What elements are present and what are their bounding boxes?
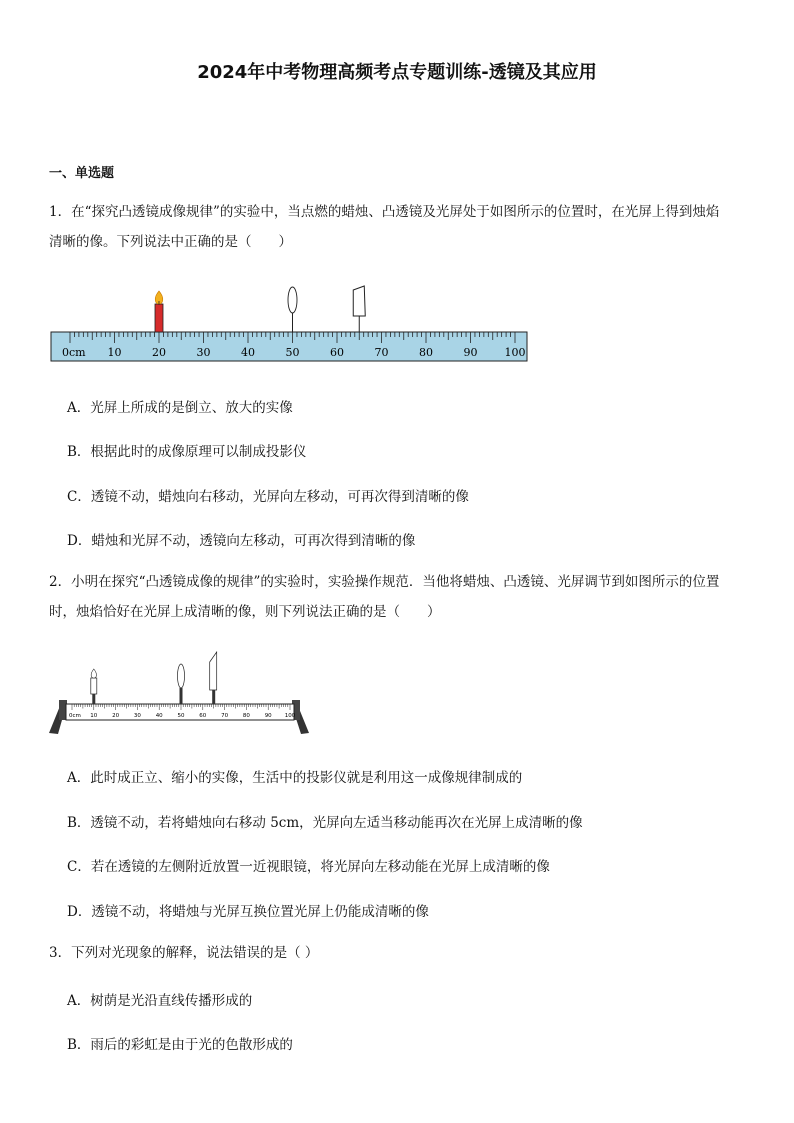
ruler-tick-label: 30 — [133, 713, 141, 719]
ruler-tick-label: 100 — [504, 346, 526, 359]
ruler-tick-label: 10 — [107, 346, 122, 359]
lens-holder — [180, 688, 183, 704]
ruler-tick-label: 30 — [196, 346, 211, 359]
ruler-tick-label: 70 — [221, 713, 229, 719]
candle — [155, 304, 163, 332]
question-1-stem-line-1: 1．在“探究凸透镜成像规律”的实验中，当点燃的蜡烛、凸透镜及光屏处于如图所示的位置时，在光屏上得到烛焰 — [49, 204, 720, 220]
question-1-option-b[interactable]: B．根据此时的成像原理可以制成投影仪 — [67, 444, 307, 460]
question-1-option-d[interactable]: D．蜡烛和光屏不动，透镜向左移动，可再次得到清晰的像 — [67, 533, 416, 549]
screen-holder — [212, 690, 215, 704]
ruler-tick-label: 90 — [264, 713, 272, 719]
candle-holder — [92, 694, 95, 704]
convex-lens — [288, 287, 297, 313]
ruler-tick-label: 50 — [285, 346, 300, 359]
question-2-option-d[interactable]: D．透镜不动，将蜡烛与光屏互换位置光屏上仍能成清晰的像 — [67, 904, 429, 920]
question-2-option-b[interactable]: B．透镜不动，若将蜡烛向右移动 5cm，光屏向左适当移动能再次在光屏上成清晰的像 — [67, 815, 583, 831]
ruler-tick-label: 20 — [152, 346, 166, 359]
question-2-stem — [49, 567, 749, 627]
document-title: 2024年中考物理高频考点专题训练-透镜及其应用 — [197, 62, 597, 83]
question-2-stem-line-2: 时，烛焰恰好在光屏上成清晰的像，则下列说法正确的是（ ） — [49, 604, 441, 620]
question-2-option-a[interactable]: A．此时成正立、缩小的实像，生活中的投影仪就是利用这一成像规律制成的 — [67, 770, 523, 786]
candle — [91, 678, 97, 694]
ruler-tick-label: 40 — [155, 713, 163, 719]
question-1-option-a[interactable]: A．光屏上所成的是倒立、放大的实像 — [67, 400, 293, 416]
light-screen — [210, 652, 217, 690]
ruler-tick-label: 90 — [463, 346, 478, 359]
question-3-stem: 3．下列对光现象的解释，说法错误的是（ ） — [49, 945, 319, 961]
ruler-tick-label: 10 — [90, 713, 98, 719]
ruler-tick-label: 80 — [242, 713, 250, 719]
question-1-option-c[interactable]: C．透镜不动，蜡烛向右移动，光屏向左移动，可再次得到清晰的像 — [67, 489, 469, 505]
convex-lens — [178, 664, 185, 688]
ruler-tick-label: 50 — [177, 713, 185, 719]
ruler-tick-label: 0cm — [62, 346, 86, 359]
question-2-option-c[interactable]: C．若在透镜的左侧附近放置一近视眼镜，将光屏向左移动能在光屏上成清晰的像 — [67, 859, 550, 875]
section-heading: 一、单选题 — [49, 166, 115, 181]
question-3-option-a[interactable]: A．树荫是光沿直线传播形成的 — [67, 993, 253, 1009]
ruler-tick-label: 0cm — [69, 713, 81, 719]
candle-flame — [91, 669, 96, 678]
ruler-tick-label: 60 — [330, 346, 344, 359]
ruler-tick-label: 80 — [419, 346, 433, 359]
ruler-tick-label: 60 — [199, 713, 207, 719]
bench-objects — [91, 652, 217, 704]
question-2-stem-line-1: 2．小明在探究“凸透镜成像的规律”的实验时，实验操作规范．当他将蜡烛、凸透镜、光屏调节到如图所示的位置 — [49, 574, 720, 590]
light-screen — [353, 286, 365, 316]
ruler-tick-label: 20 — [112, 713, 120, 719]
question-1-stem-line-2: 清晰的像。下列说法中正确的是（ ） — [49, 234, 292, 250]
question-2-optical-bench-figure — [46, 650, 316, 740]
ruler-tick-label: 40 — [241, 346, 255, 359]
ruler-tick-label: 100 — [284, 713, 296, 719]
bench-objects — [155, 286, 365, 332]
question-1-optical-bench-figure — [50, 286, 530, 366]
question-1-stem — [49, 197, 749, 257]
ruler-tick-label: 70 — [374, 346, 389, 359]
question-3-option-b[interactable]: B．雨后的彩虹是由于光的色散形成的 — [67, 1037, 293, 1053]
